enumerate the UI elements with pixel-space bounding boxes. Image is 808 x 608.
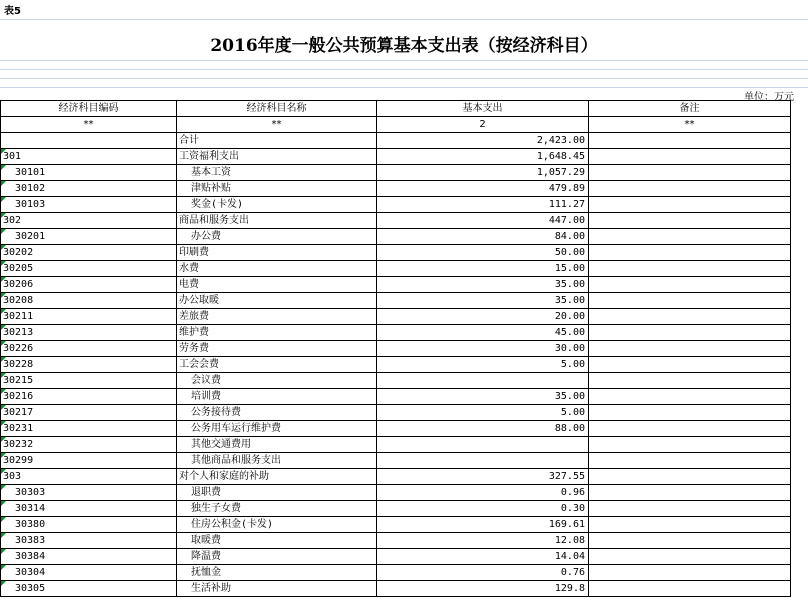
table-row	[1, 181, 791, 197]
cell-code[interactable]: 30103	[1, 197, 177, 213]
cell-remark[interactable]	[589, 565, 791, 581]
cell-name[interactable]: 其他商品和服务支出	[177, 453, 377, 469]
cell-code[interactable]: 30228	[1, 357, 177, 373]
comment-marker-icon	[1, 565, 6, 570]
cell-code[interactable]: 30384	[1, 549, 177, 565]
cell-amount[interactable]: 45.00	[377, 325, 589, 341]
table-row	[1, 293, 791, 309]
cell-amount[interactable]: 1,057.29	[377, 165, 589, 181]
cell-remark[interactable]	[589, 165, 791, 181]
cell-amount[interactable]: 5.00	[377, 357, 589, 373]
cell-amount[interactable]	[377, 453, 589, 469]
comment-marker-icon	[1, 309, 6, 314]
cell-remark[interactable]	[589, 197, 791, 213]
comment-marker-icon	[1, 341, 6, 346]
cell-amount[interactable]: 12.08	[377, 533, 589, 549]
table-row	[1, 149, 791, 165]
table-row	[1, 549, 791, 565]
cell-amount[interactable]: 327.55	[377, 469, 589, 485]
cell-code[interactable]: 30304	[1, 565, 177, 581]
cell-code[interactable]: 301	[1, 149, 177, 165]
cell-code[interactable]: 30232	[1, 437, 177, 453]
cell-name[interactable]: 差旅费	[177, 309, 377, 325]
cell-remark[interactable]	[589, 453, 791, 469]
comment-marker-icon	[1, 373, 6, 378]
cell-amount[interactable]: 84.00	[377, 229, 589, 245]
table-row	[1, 341, 791, 357]
cell-code[interactable]: 30380	[1, 517, 177, 533]
cell-remark[interactable]	[589, 469, 791, 485]
cell-code[interactable]: 30231	[1, 421, 177, 437]
cell-code[interactable]: 30299	[1, 453, 177, 469]
comment-marker-icon	[1, 261, 6, 266]
cell-name[interactable]: 印刷费	[177, 245, 377, 261]
table-row	[1, 533, 791, 549]
cell-remark[interactable]	[589, 293, 791, 309]
table-row	[1, 565, 791, 581]
table-row	[1, 373, 791, 389]
cell-amount[interactable]: 1,648.45	[377, 149, 589, 165]
cell-name[interactable]: 电费	[177, 277, 377, 293]
comment-marker-icon	[1, 245, 6, 250]
header-code[interactable]: 经济科目编码	[1, 101, 177, 117]
table-row	[1, 357, 791, 373]
cell-remark[interactable]	[589, 405, 791, 421]
cell-remark[interactable]	[589, 133, 791, 149]
comment-marker-icon	[1, 213, 6, 218]
cell-amount[interactable]: 5.00	[377, 405, 589, 421]
table-row	[1, 389, 791, 405]
cell-name[interactable]: 降温费	[177, 549, 377, 565]
table-row	[1, 261, 791, 277]
cell-name[interactable]: 维护费	[177, 325, 377, 341]
cell-remark[interactable]	[589, 501, 791, 517]
cell-name[interactable]: 办公费	[177, 229, 377, 245]
table-row	[1, 581, 791, 597]
cell-code[interactable]: 30213	[1, 325, 177, 341]
index-name[interactable]: **	[177, 117, 377, 133]
cell-name[interactable]: 会议费	[177, 373, 377, 389]
cell-name[interactable]: 住房公积金(卡发)	[177, 517, 377, 533]
cell-amount[interactable]: 0.30	[377, 501, 589, 517]
comment-marker-icon	[1, 453, 6, 458]
header-amount[interactable]: 基本支出	[377, 101, 589, 117]
cell-code[interactable]: 30215	[1, 373, 177, 389]
comment-marker-icon	[1, 293, 6, 298]
cell-name[interactable]: 退职费	[177, 485, 377, 501]
cell-amount[interactable]: 14.04	[377, 549, 589, 565]
comment-marker-icon	[1, 229, 6, 234]
cell-code[interactable]: 303	[1, 469, 177, 485]
cell-amount[interactable]: 111.27	[377, 197, 589, 213]
comment-marker-icon	[1, 437, 6, 442]
cell-name[interactable]: 培训费	[177, 389, 377, 405]
cell-remark[interactable]	[589, 181, 791, 197]
cell-code[interactable]: 30303	[1, 485, 177, 501]
table-row	[1, 229, 791, 245]
table-row	[1, 277, 791, 293]
cell-remark[interactable]	[589, 421, 791, 437]
cell-amount[interactable]: 2,423.00	[377, 133, 589, 149]
cell-amount[interactable]: 30.00	[377, 341, 589, 357]
comment-marker-icon	[1, 389, 6, 394]
cell-amount[interactable]: 35.00	[377, 389, 589, 405]
cell-code[interactable]	[1, 133, 177, 149]
cell-amount[interactable]: 0.76	[377, 565, 589, 581]
cell-name[interactable]: 独生子女费	[177, 501, 377, 517]
cell-amount[interactable]: 88.00	[377, 421, 589, 437]
cell-amount[interactable]: 479.89	[377, 181, 589, 197]
table-row	[1, 165, 791, 181]
cell-amount[interactable]: 129.8	[377, 581, 589, 597]
cell-remark[interactable]	[589, 277, 791, 293]
cell-amount[interactable]: 20.00	[377, 309, 589, 325]
cell-code[interactable]: 30102	[1, 181, 177, 197]
table-row	[1, 197, 791, 213]
cell-remark[interactable]	[589, 213, 791, 229]
unit-label: 单位：万元	[744, 92, 794, 103]
cell-remark[interactable]	[589, 149, 791, 165]
comment-marker-icon	[1, 197, 6, 202]
cell-remark[interactable]	[589, 533, 791, 549]
table-row	[1, 469, 791, 485]
table-row	[1, 437, 791, 453]
cell-amount[interactable]: 447.00	[377, 213, 589, 229]
cell-amount[interactable]: 50.00	[377, 245, 589, 261]
cell-name[interactable]: 水费	[177, 261, 377, 277]
cell-name[interactable]: 工会会费	[177, 357, 377, 373]
cell-amount[interactable]: 15.00	[377, 261, 589, 277]
cell-code[interactable]: 30208	[1, 293, 177, 309]
cell-code[interactable]: 30211	[1, 309, 177, 325]
cell-remark[interactable]	[589, 549, 791, 565]
cell-name[interactable]: 办公取暖	[177, 293, 377, 309]
cell-code[interactable]: 30206	[1, 277, 177, 293]
table-row	[1, 453, 791, 469]
cell-amount[interactable]: 35.00	[377, 293, 589, 309]
cell-code[interactable]: 30314	[1, 501, 177, 517]
cell-code[interactable]: 30383	[1, 533, 177, 549]
table-row	[1, 517, 791, 533]
cell-code[interactable]: 30226	[1, 341, 177, 357]
page-title: 2016年度一般公共预算基本支出表（按经济科目）	[210, 36, 598, 56]
cell-name[interactable]: 抚恤金	[177, 565, 377, 581]
comment-marker-icon	[1, 325, 6, 330]
cell-amount[interactable]: 169.61	[377, 517, 589, 533]
comment-marker-icon	[1, 149, 6, 154]
cell-remark[interactable]	[589, 261, 791, 277]
cell-name[interactable]: 合计	[177, 133, 377, 149]
cell-code[interactable]: 30217	[1, 405, 177, 421]
comment-marker-icon	[1, 181, 6, 186]
cell-remark[interactable]	[589, 245, 791, 261]
cell-name[interactable]: 对个人和家庭的补助	[177, 469, 377, 485]
cell-remark[interactable]	[589, 325, 791, 341]
index-amount[interactable]: 2	[377, 117, 589, 133]
cell-code[interactable]: 30216	[1, 389, 177, 405]
comment-marker-icon	[1, 533, 6, 538]
cell-code[interactable]: 30202	[1, 245, 177, 261]
table-row	[1, 485, 791, 501]
cell-remark[interactable]	[589, 581, 791, 597]
cell-remark[interactable]	[589, 341, 791, 357]
cell-amount[interactable]: 35.00	[377, 277, 589, 293]
table-row	[1, 133, 791, 149]
cell-name[interactable]: 奖金(卡发)	[177, 197, 377, 213]
cell-code[interactable]: 302	[1, 213, 177, 229]
cell-name[interactable]: 生活补助	[177, 581, 377, 597]
comment-marker-icon	[1, 357, 6, 362]
index-row	[1, 117, 791, 133]
cell-remark[interactable]	[589, 389, 791, 405]
header-name[interactable]: 经济科目名称	[177, 101, 377, 117]
sheet-label: 表5	[4, 6, 21, 17]
table-row	[1, 405, 791, 421]
index-code[interactable]: **	[1, 117, 177, 133]
table-row	[1, 421, 791, 437]
cell-remark[interactable]	[589, 357, 791, 373]
cell-code[interactable]: 30205	[1, 261, 177, 277]
comment-marker-icon	[1, 549, 6, 554]
cell-name[interactable]: 工资福利支出	[177, 149, 377, 165]
cell-name[interactable]: 取暖费	[177, 533, 377, 549]
cell-name[interactable]: 商品和服务支出	[177, 213, 377, 229]
comment-marker-icon	[1, 421, 6, 426]
cell-remark[interactable]	[589, 485, 791, 501]
cell-code[interactable]: 30201	[1, 229, 177, 245]
cell-amount[interactable]: 0.96	[377, 485, 589, 501]
comment-marker-icon	[1, 165, 6, 170]
cell-amount[interactable]	[377, 437, 589, 453]
header-row	[1, 101, 791, 117]
comment-marker-icon	[1, 277, 6, 282]
index-remark[interactable]: **	[589, 117, 791, 133]
comment-marker-icon	[1, 517, 6, 522]
comment-marker-icon	[1, 405, 6, 410]
table-row	[1, 213, 791, 229]
cell-code[interactable]: 30305	[1, 581, 177, 597]
table-row	[1, 501, 791, 517]
table-row	[1, 245, 791, 261]
cell-name[interactable]: 劳务费	[177, 341, 377, 357]
comment-marker-icon	[1, 485, 6, 490]
table-row	[1, 325, 791, 341]
comment-marker-icon	[1, 469, 6, 474]
cell-name[interactable]: 基本工资	[177, 165, 377, 181]
cell-remark[interactable]	[589, 309, 791, 325]
cell-code[interactable]: 30101	[1, 165, 177, 181]
cell-name[interactable]: 公务用车运行维护费	[177, 421, 377, 437]
cell-remark[interactable]	[589, 229, 791, 245]
header-remark[interactable]: 备注	[589, 101, 791, 117]
cell-name[interactable]: 津贴补贴	[177, 181, 377, 197]
comment-marker-icon	[1, 581, 6, 586]
expenditure-table	[0, 100, 791, 597]
cell-remark[interactable]	[589, 517, 791, 533]
comment-marker-icon	[1, 501, 6, 506]
cell-remark[interactable]	[589, 437, 791, 453]
cell-remark[interactable]	[589, 373, 791, 389]
cell-name[interactable]: 公务接待费	[177, 405, 377, 421]
cell-name[interactable]: 其他交通费用	[177, 437, 377, 453]
cell-amount[interactable]	[377, 373, 589, 389]
table-row	[1, 309, 791, 325]
